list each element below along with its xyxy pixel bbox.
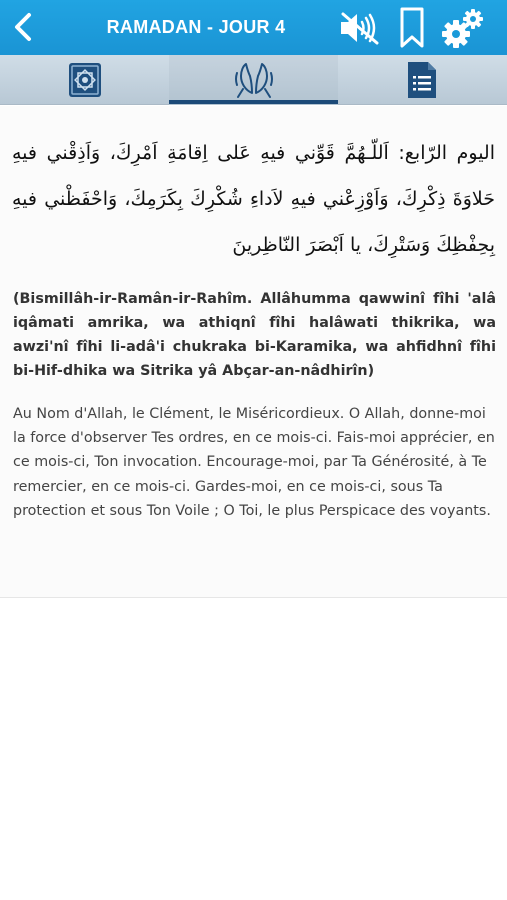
speaker-muted-icon — [337, 10, 381, 46]
bookmark-button[interactable] — [397, 6, 427, 50]
selected-tab-indicator — [169, 100, 338, 104]
transliteration-text: (Bismillâh-ir-Ramân-ir-Rahîm. Allâhumma qawwinî fîhi 'alâ iqâmati amrika, wa athiqnî fîhi halâwati thikrika, wa awzi'nî fîhi li-adâ'i chukraka bi-Karamika, wa ahfidhnî fîhi bi-Hif-dhika wa Sitrika yâ Abçar-an-nâdhirîn) — [13, 291, 496, 379]
arabic-prayer-text: اليوم الرّابع: اَللّـهُمَّ قَوِّني فيهِ عَلى اِقامَةِ اَمْرِكَ، وَاَذِقْني فيهِ حَلاوَةَ ذِكْرِكَ، وَاَوْزِعْني فيهِ لاَداءِ شُكْرِكَ بِكَرَمِكَ، وَاحْفَظْني فيهِ بِحِفْظِكَ وَسَتْرِكَ، يا اَبْصَرَ النّاظِرينَ — [12, 142, 495, 256]
tab-bar — [0, 55, 507, 105]
bookmark-icon — [397, 6, 427, 50]
prayer-content — [0, 106, 507, 598]
tab-book[interactable] — [0, 55, 169, 105]
gears-icon — [440, 6, 486, 50]
french-translation-text: Au Nom d'Allah, le Clément, le Miséricordieux. O Allah, donne-moi la force d'observer Tes ordres, en ce mois-ci. Fais-moi apprécier, en ce mois-ci, Ton invocation. Encourage-moi, par Ta Générosité, à Te remercier, en ce mois-ci. Gardes-moi, en ce mois-ci, sous Ta protection et sous Ton Voile ; O Toi, le plus Perspicace des voyants. — [13, 406, 495, 519]
document-list-icon — [406, 61, 438, 99]
quran-book-icon — [67, 62, 103, 98]
sound-toggle-button[interactable] — [337, 10, 381, 46]
settings-button[interactable] — [440, 6, 486, 50]
praying-hands-icon — [232, 59, 276, 99]
tab-prayer[interactable] — [169, 55, 338, 105]
tab-document[interactable] — [338, 55, 507, 105]
top-navigation-bar — [0, 0, 507, 55]
page-title: RAMADAN - JOUR 4 — [106, 17, 286, 37]
